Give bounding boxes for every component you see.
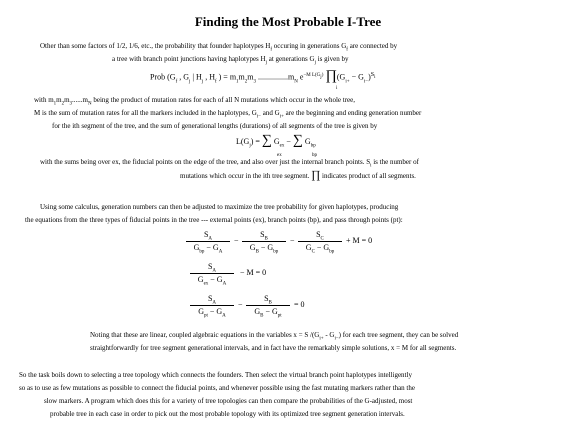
eq1-num2: $S_B$	[260, 230, 268, 242]
eq2-tail: − M = 0	[240, 268, 267, 277]
intro-line-5: for the ith segment of the tree, and the sum of generational lengths (durations) of all segments of the tree is given by	[52, 122, 378, 130]
intro-text-2b: at generations G	[266, 55, 315, 63]
para3-text-1c: ) for each tree segment, they can be solved	[338, 331, 459, 339]
intro-line-2: a tree with branch point junctions having haplotypes $H_j$ at generations $G_j$ is given by	[112, 55, 349, 66]
product-symbol-2: ∏	[311, 169, 321, 181]
eq1-minus2: −	[290, 236, 295, 245]
eq3-minus: −	[238, 300, 243, 309]
eq3-bar1	[190, 305, 234, 306]
eq1-den1: $G_{bp} - G_A$	[193, 243, 223, 255]
intro-text-1b: occuring in generations G	[272, 42, 347, 50]
intro-line-6: with the sums being over ex, the fiducial points on the edge of the tree, and also over just the internal branch points. $S_i$ is the number of	[40, 158, 419, 169]
intro-line-3: with $m_1m_2m_3......m_N$ being the product of mutation rates for each of all N mutations which occur in the whole tree,	[34, 96, 356, 107]
eq1-bar1	[186, 241, 230, 242]
intro-line-4: M is the sum of mutation rates for all the markers included in the haplotypes, $G_{i-}$ and $G_{i+}$ are the beginning and ending generation number	[34, 109, 422, 120]
eq3-num1: $S_A$	[207, 294, 217, 306]
intro-text-2c: is given by	[315, 55, 349, 63]
intro-text-7b: indicates product of all segments.	[320, 172, 416, 180]
eq1-den3: $G_C - G_{bp}$	[305, 243, 335, 255]
intro-text-3b: being the product of mutation rates for each of all N mutations which occur in the whole tree,	[91, 96, 356, 104]
para4-line-2: so as to use as few mutations as possible to connect the fiducial points, and whenever possible using the fast mutating markers rather than the	[19, 384, 415, 392]
para3-line-1: Noting that these are linear, coupled algebraic equations in the variables x = S $/(G_{i+} - G_{i-})$ for each tree segment, they can be solved	[90, 331, 459, 342]
eq1-bar2	[242, 241, 286, 242]
intro-text-1c: are connected by	[347, 42, 398, 50]
intro-text-4c: are the beginning and ending generation number	[283, 109, 422, 117]
sum-index-bp: bp	[312, 153, 317, 158]
para4-line-1: So the task boils down to selecting a tree topology which connects the founders. Then select the virtual branch point haplotypes intelligently	[19, 371, 412, 379]
para4-line-3: slow markers. A program which does this for a variety of tree topologies can then compare the probabilities of the G-adjusted, most	[44, 397, 413, 405]
intro-line-1: Other than some factors of 1/2, 1/6, etc., the probability that founder haplotypes $H_f$ occuring in generations $G_f$ are connected by	[40, 42, 398, 53]
para2-line-1: Using some calculus, generation numbers can then be adjusted to maximize the tree probability for given haplotypes, producing	[40, 203, 399, 211]
product-symbol: ∏	[325, 68, 337, 84]
eq1-num3: $S_C$	[316, 230, 324, 242]
intro-line-7	[180, 171, 416, 181]
intro-text-7a: mutations which occur in the ith tree segment.	[180, 172, 310, 180]
eq1-den2: $G_B - G_{bp}$	[249, 243, 279, 255]
eq1-tail: + M = 0	[346, 236, 373, 245]
intro-text-4a: M is the sum of mutation rates for all the markers included in the haplotypes, G	[34, 109, 257, 117]
intro-text-6b: is the number of	[371, 158, 419, 166]
eq3-tail: = 0	[294, 300, 305, 309]
eq2-den: $G_{ex} - G_A$	[197, 275, 227, 287]
para3-line-2: straightforwardly for tree segment generational intervals, and in fact have the remarkably simple solutions, x = M for all segments.	[90, 344, 457, 352]
para3-text-1a: Noting that these are linear, coupled algebraic equations in the variables x = S /(G	[90, 331, 320, 339]
intro-text-6a: with the sums being over ex, the fiducial points on the edge of the tree, and also over just the internal branch points. S	[40, 158, 371, 166]
eq2-num: $S_A$	[207, 262, 217, 274]
eq3-bar2	[246, 305, 290, 306]
eq3-num2: $S_B$	[264, 294, 272, 306]
para4-line-4: probable tree in each case in order to pick out the most probable topology with its optimized tree segment generation intervals.	[50, 410, 405, 418]
intro-text-3a: with m	[34, 96, 54, 104]
product-index: i	[336, 86, 338, 91]
eq1-minus1: −	[234, 236, 239, 245]
eq1-bar3	[298, 241, 342, 242]
eq3-den1: $G_{pt} - G_A$	[198, 307, 226, 319]
intro-text-2a: a tree with branch point junctions having haplotypes H	[112, 55, 266, 63]
para3-text-1b: - G	[323, 331, 335, 339]
sum-index-ex: ex	[277, 153, 282, 158]
eq3-den2: $G_B - G_{pt}$	[254, 307, 282, 319]
probability-equation: Prob ($G_f$ , $G_j$ | $H_j$ , $H_f$ ) = $m_1m_2m_3$ $...............m_N$ $e^{-M L(G_j)}$ $\prod(G_{i+} - G_{i-})^{S_i}$	[150, 68, 376, 85]
page-title: Finding the Most Probable I-Tree	[194, 14, 382, 29]
para2-line-2: the equations from the three types of fiducial points in the tree --- external points (ex), branch points (bp), and pass through points (pt):	[25, 216, 403, 224]
eq2-bar	[190, 273, 234, 274]
prob-label: Prob (G	[150, 72, 176, 82]
eq1-num1: $S_A$	[203, 230, 213, 242]
length-equation: $L(G_j)$ = ∑ $G_{ex}$ − ∑ $G_{bp}$	[236, 133, 316, 149]
intro-text-4b: and G	[261, 109, 280, 117]
intro-text-1a: Other than some factors of 1/2, 1/6, etc., the probability that founder haplotypes H	[40, 42, 271, 50]
